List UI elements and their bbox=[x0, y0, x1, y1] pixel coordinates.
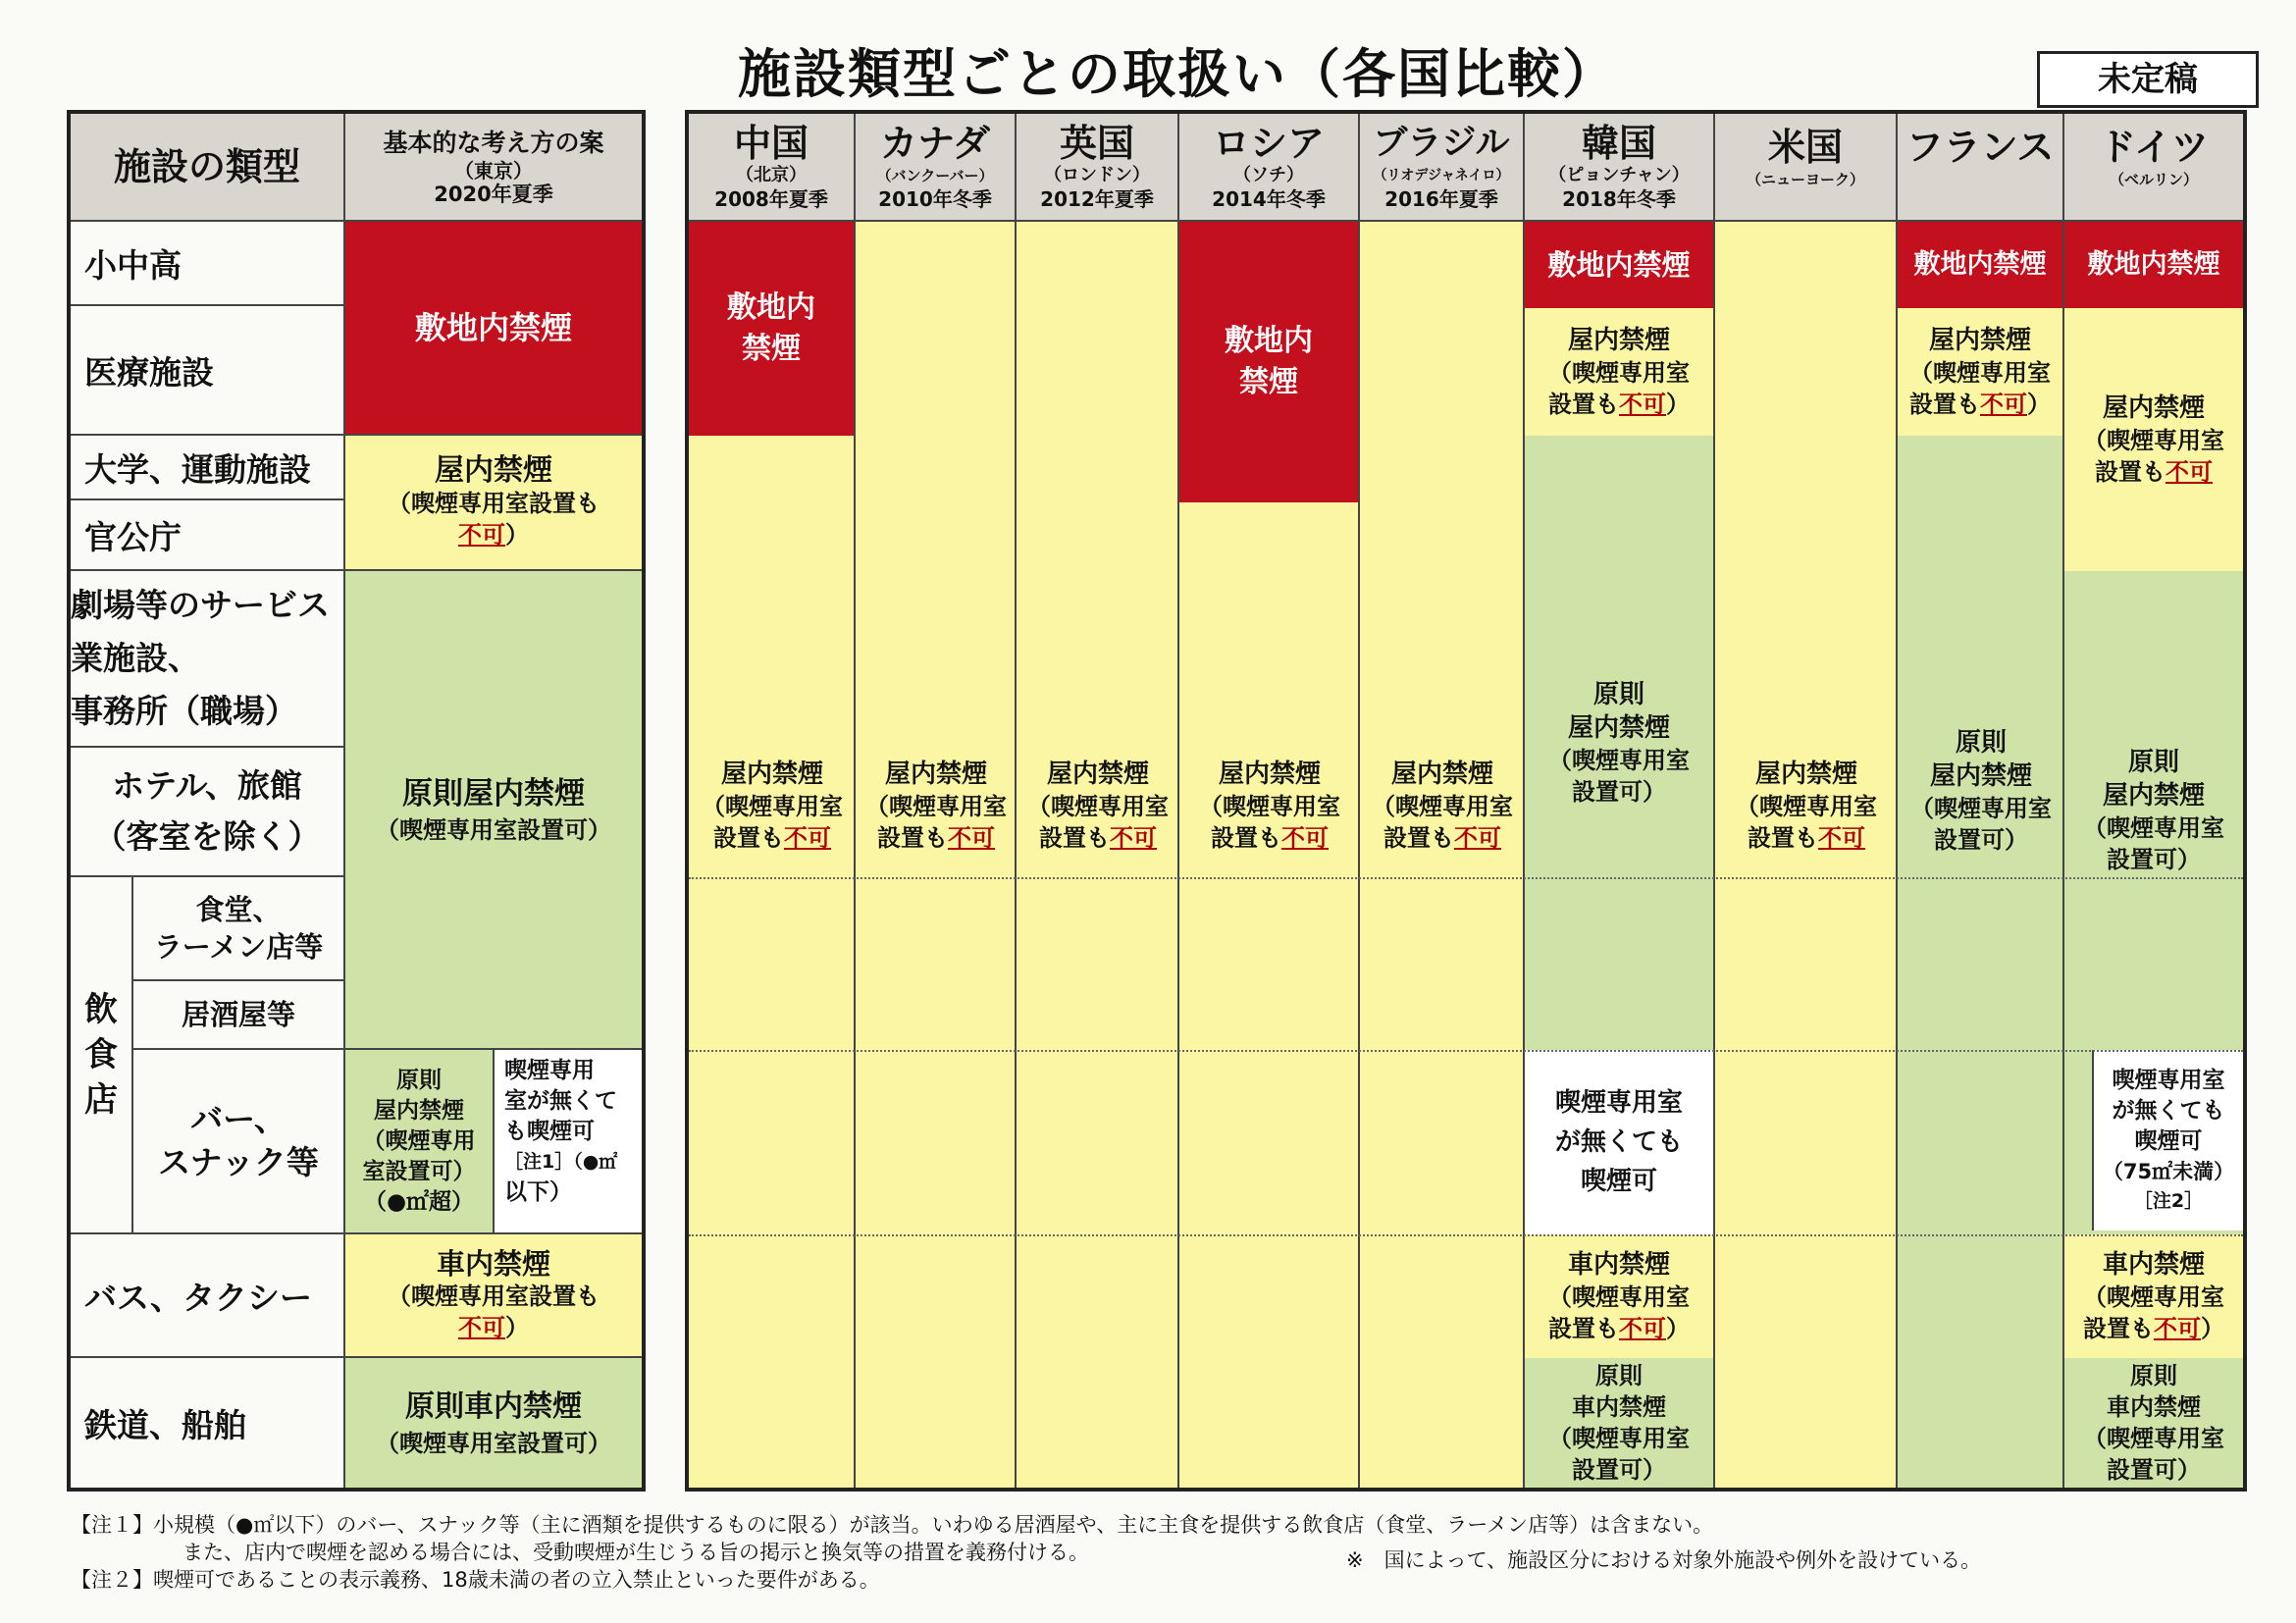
tokyo-bar-large: 原則 屋内禁煙 （喫煙専用 室設置可） （●㎡超） bbox=[345, 1050, 495, 1234]
row-label-theater: 劇場等のサービス 業施設、 事務所（職場） bbox=[71, 571, 345, 748]
row-label-shokudo: 食堂、 ラーメン店等 bbox=[133, 877, 345, 981]
germany-grounds-ban: 敷地内禁煙 bbox=[2064, 222, 2243, 308]
korea-grounds-ban: 敷地内禁煙 bbox=[1525, 222, 1715, 308]
row-divider-restaurant bbox=[689, 877, 2243, 879]
country-header-korea: 韓国 （ピョンチャン） 2018年冬季 bbox=[1525, 114, 1715, 222]
germany-smoking-allowed: 喫煙専用室 が無くても 喫煙可 （75㎡未満） ［注2］ bbox=[2092, 1050, 2243, 1230]
country-header-france: フランス bbox=[1898, 114, 2064, 222]
country-header-china: 中国 （北京） 2008年夏季 bbox=[689, 114, 856, 222]
germany-principle-indoor-ban: 原則 屋内禁煙 （喫煙専用室 設置可） bbox=[2064, 571, 2243, 1050]
row-label-medical: 医療施設 bbox=[71, 306, 345, 436]
brazil-indoor-ban-text: 屋内禁煙 （喫煙専用室 設置も不可 bbox=[1372, 759, 1513, 852]
germany-vehicle-ban: 車内禁煙 （喫煙専用室 設置も不可） bbox=[2064, 1234, 2243, 1358]
france-grounds-ban: 敷地内禁煙 bbox=[1898, 222, 2064, 308]
canada-indoor-ban-text: 屋内禁煙 （喫煙専用室 設置も不可 bbox=[865, 759, 1007, 852]
country-header-germany: ドイツ （ベルリン） bbox=[2064, 114, 2243, 222]
remark-note: ※ 国によって、施設区分における対象外施設や例外を設けている。 bbox=[1346, 1548, 1982, 1572]
row-label-izakaya: 居酒屋等 bbox=[133, 981, 345, 1050]
korea-vehicle-ban: 車内禁煙 （喫煙専用室 設置も不可） bbox=[1525, 1234, 1715, 1358]
france-principle-indoor-ban bbox=[1898, 436, 2064, 1488]
korea-principle-indoor-ban: 原則 屋内禁煙 （喫煙専用室 設置可） bbox=[1525, 436, 1715, 1050]
korea-indoor-ban: 屋内禁煙 （喫煙専用室 設置も不可） bbox=[1525, 308, 1715, 436]
row-label-hotel: ホテル、旅館 （客室を除く） bbox=[71, 748, 345, 877]
usa-indoor-ban-text: 屋内禁煙 （喫煙専用室 設置も不可 bbox=[1736, 759, 1877, 852]
facility-type-header: 施設の類型 bbox=[71, 114, 345, 222]
france-indoor-ban: 屋内禁煙 （喫煙専用室 設置も不可） bbox=[1898, 308, 2064, 436]
row-divider-vehicle bbox=[689, 1234, 2243, 1236]
note-2: 【注２】喫煙可であることの表示義務、18歳未満の者の立入禁止といった要件がある。 bbox=[71, 1568, 880, 1592]
tokyo-vehicle-ban: 車内禁煙 （喫煙専用室設置も 不可） bbox=[345, 1234, 642, 1358]
country-header-brazil: ブラジル （リオデジャネイロ） 2016年夏季 bbox=[1360, 114, 1525, 222]
tokyo-principle-indoor-ban: 原則屋内禁煙 （喫煙専用室設置可） bbox=[345, 571, 642, 1050]
country-header-usa: 米国 （ニューヨーク） bbox=[1715, 114, 1898, 222]
row-group-restaurant: 飲 食 店 bbox=[71, 877, 133, 1234]
uk-indoor-ban-text: 屋内禁煙 （喫煙専用室 設置も不可 bbox=[1027, 759, 1169, 852]
row-label-university: 大学、運動施設 bbox=[71, 436, 345, 500]
row-label-bar: バー、 スナック等 bbox=[133, 1050, 345, 1234]
germany-indoor-ban: 屋内禁煙 （喫煙専用室 設置も不可 bbox=[2064, 308, 2243, 571]
row-label-rail: 鉄道、船舶 bbox=[71, 1358, 345, 1488]
tokyo-indoor-ban: 屋内禁煙 （喫煙専用室設置も 不可） bbox=[345, 436, 642, 571]
tokyo-header: 基本的な考え方の案 （東京） 2020年夏季 bbox=[345, 114, 642, 222]
country-header-russia: ロシア （ソチ） 2014年冬季 bbox=[1179, 114, 1360, 222]
draft-badge: 未定稿 bbox=[2037, 51, 2259, 108]
russia-indoor-ban-text: 屋内禁煙 （喫煙専用室 設置も不可 bbox=[1199, 759, 1340, 852]
note-1a: 【注１】小規模（●㎡以下）のバー、スナック等（主に酒類を提供するものに限る）が該当。いわゆる居酒屋や、主に主食を提供する飲食店（食堂、ラーメン店等）は含まない。 bbox=[71, 1513, 1714, 1537]
tokyo-grounds-ban: 敷地内禁煙 bbox=[345, 222, 642, 436]
china-grounds-ban: 敷地内 禁煙 bbox=[689, 222, 856, 436]
china-indoor-ban-text: 屋内禁煙 （喫煙専用室 設置も不可 bbox=[702, 759, 843, 852]
row-divider-bar bbox=[689, 1050, 2243, 1052]
tokyo-bar-small: 喫煙専用 室が無くて も喫煙可 ［注1］（●㎡ 以下） bbox=[495, 1050, 642, 1234]
tokyo-rail-principle: 原則車内禁煙 （喫煙専用室設置可） bbox=[345, 1358, 642, 1488]
russia-indoor-ban bbox=[1179, 502, 1360, 1488]
note-1b: また、店内で喫煙を認める場合には、受動喫煙が生じうる旨の掲示と換気等の措置を義務付ける。 bbox=[183, 1541, 1089, 1564]
country-header-uk: 英国 （ロンドン） 2012年夏季 bbox=[1017, 114, 1179, 222]
china-indoor-ban bbox=[689, 436, 856, 1488]
row-label-bus: バス、タクシー bbox=[71, 1234, 345, 1358]
country-header-canada: カナダ （バンクーバー） 2010年冬季 bbox=[856, 114, 1017, 222]
korea-smoking-allowed: 喫煙専用室 が無くても 喫煙可 bbox=[1525, 1050, 1715, 1234]
russia-grounds-ban: 敷地内 禁煙 bbox=[1179, 222, 1360, 502]
korea-rail-principle: 原則 車内禁煙 （喫煙専用室 設置可） bbox=[1525, 1358, 1715, 1488]
row-label-government: 官公庁 bbox=[71, 500, 345, 571]
france-principle-text: 原則 屋内禁煙 （喫煙専用室 設置可） bbox=[1910, 728, 2052, 854]
germany-rail-principle: 原則 車内禁煙 （喫煙専用室 設置可） bbox=[2064, 1358, 2243, 1488]
row-label-school: 小中高 bbox=[71, 222, 345, 306]
page-title: 施設類型ごとの取扱い（各国比較） bbox=[738, 43, 1617, 105]
